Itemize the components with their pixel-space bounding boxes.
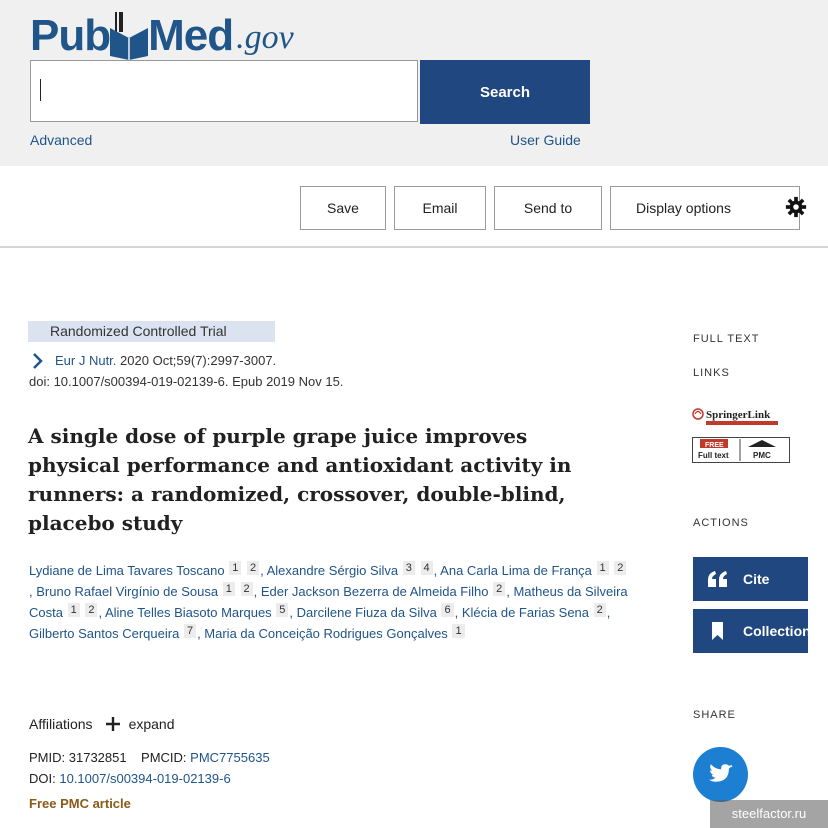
affiliation-marker[interactable]: 5 [276,603,288,617]
book-icon [108,12,150,60]
author-separator: , [98,605,105,620]
pubmed-logo[interactable] [30,4,294,60]
gear-icon[interactable] [785,196,807,218]
springerlink-text: SpringerLink [706,409,771,421]
affiliation-marker[interactable]: 6 [441,603,453,617]
bookmark-icon [707,621,729,641]
user-guide-link[interactable]: User Guide [510,132,581,148]
display-options-button[interactable]: Display options [610,186,800,230]
affiliation-marker[interactable]: 3 [403,561,415,575]
twitter-icon [693,747,748,802]
author-separator: , [29,584,37,599]
author-link[interactable]: Ana Carla Lima de França [440,563,592,578]
author-link[interactable]: Matheus da Silveira Costa [29,584,628,620]
pmcid-label: PMCID: [141,750,187,765]
author-separator: , [197,626,205,641]
search-button[interactable]: Search [420,60,590,124]
twitter-share-button[interactable] [693,747,748,802]
share-heading: SHARE [693,709,736,721]
pmid-label: PMID: [29,750,66,765]
email-button[interactable]: Email [394,186,486,230]
author-separator: , [433,563,441,578]
author-link[interactable]: Darcilene Fiuza da Silva [296,605,437,620]
author-separator: , [253,584,261,599]
affiliation-marker[interactable]: 1 [68,603,80,617]
free-pmc-article-label: Free PMC article [29,796,131,811]
pmid-row [29,750,270,765]
text-cursor [40,79,41,101]
author-link[interactable]: Eder Jackson Bezerra de Almeida Filho [260,584,489,599]
save-button[interactable]: Save [300,186,386,230]
author-separator: , [606,605,611,620]
collections-button[interactable] [693,609,819,653]
watermark: steelfactor.ru [710,800,828,828]
author-separator: , [260,563,267,578]
affiliation-marker[interactable]: 4 [421,561,433,575]
affiliation-marker[interactable]: 2 [247,561,259,575]
pmc-free-text: FREE [705,442,724,449]
author-link[interactable]: Aline Telles Biasoto Marques [104,605,272,620]
send-to-button[interactable]: Send to [494,186,602,230]
affiliation-marker[interactable]: 2 [493,582,505,596]
affiliation-marker[interactable]: 2 [85,603,97,617]
author-link[interactable]: Maria da Conceição Rodrigues Gonçalves [204,626,448,641]
publication-type-badge: Randomized Controlled Trial [28,321,275,342]
article-title: A single dose of purple grape juice improves physical performance and antioxidant activity in runners: a randomized, crossover, double-blind, placebo study [28,424,572,535]
chevron-right-icon[interactable] [32,352,44,370]
doi-link[interactable]: 10.1007/s00394-019-02139-6 [59,771,231,786]
citation-text: 2020 Oct;59(7):2997-3007. [120,353,277,368]
affiliation-marker[interactable]: 2 [614,561,626,575]
affiliation-marker[interactable]: 1 [597,561,609,575]
doi-epub-line: doi: 10.1007/s00394-019-02139-6. Epub 2019 Nov 15. [29,374,344,389]
journal-link[interactable]: Eur J Nutr. [55,353,117,368]
affiliations-row [29,715,175,733]
author-separator: , [454,605,462,620]
logo-med-text: Med [148,11,234,60]
toolbar-divider [0,246,828,248]
affiliation-marker[interactable]: 2 [241,582,253,596]
author-link[interactable]: Gilberto Santos Cerqueira [29,626,180,641]
affiliations-label: Affiliations [29,716,93,732]
full-text-heading: FULL TEXT [693,333,760,345]
affiliation-marker[interactable]: 2 [594,603,606,617]
logo-pub-text: Pub [30,11,111,60]
author-separator: , [506,584,514,599]
plus-icon[interactable] [104,715,122,733]
journal-citation [55,353,276,368]
cite-label: Cite [743,571,770,587]
pmid-value: 31732851 [68,750,127,765]
cite-button[interactable] [693,557,808,601]
author-link[interactable]: Lydiane de Lima Tavares Toscano [29,563,225,578]
affiliation-marker[interactable]: 1 [229,561,241,575]
pmc-text: PMC [753,451,771,460]
author-link[interactable]: Bruno Rafael Virgínio de Sousa [36,584,219,599]
actions-heading: ACTIONS [693,517,749,529]
pmc-full-text-text: Full text [698,451,729,460]
springerlink-logo[interactable] [692,405,782,427]
advanced-search-link[interactable]: Advanced [30,132,93,148]
quote-icon [707,569,729,589]
pmc-full-text-logo[interactable] [692,437,790,463]
author-list [29,560,629,644]
doi-label: DOI: [29,771,56,786]
author-link[interactable]: Klécia de Farias Sena [461,605,590,620]
expand-affiliations-link[interactable]: expand [128,716,175,732]
affiliation-marker[interactable]: 7 [184,624,196,638]
author-separator: , [289,605,297,620]
collections-label: Collections [743,623,819,639]
pmcid-link[interactable]: PMC7755635 [190,750,270,765]
doi-row [29,771,231,786]
author-link[interactable]: Alexandre Sérgio Silva [266,563,399,578]
search-input[interactable] [30,60,418,122]
logo-gov-text: .gov [236,19,294,56]
affiliation-marker[interactable]: 1 [452,624,464,638]
affiliation-marker[interactable]: 1 [223,582,235,596]
links-heading: LINKS [693,367,730,379]
